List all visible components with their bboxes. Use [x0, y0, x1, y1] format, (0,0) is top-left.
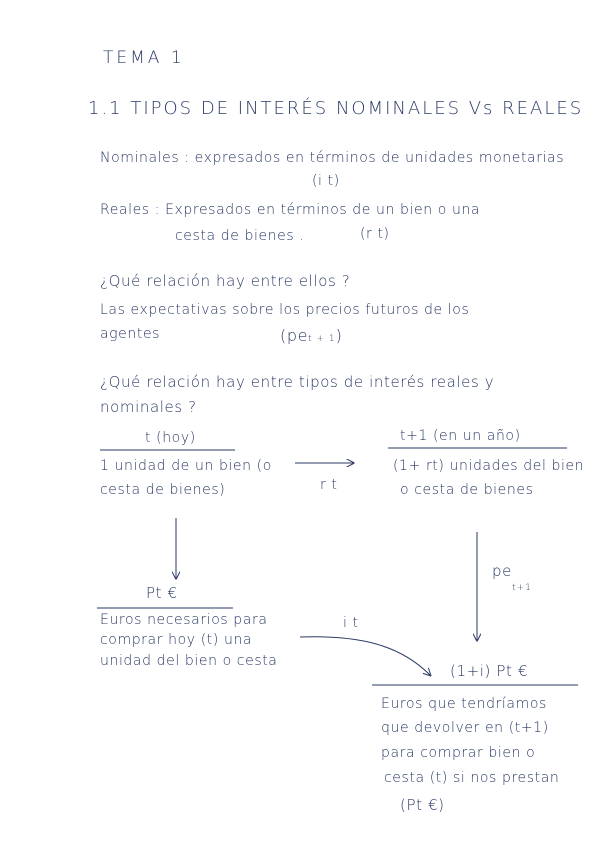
reales-definition: Reales : Expresados en términos de un bien o una [100, 202, 481, 218]
question-1-answer: Las expectativas sobre los precios futuros de los [100, 302, 470, 318]
arrow-label-rt: r t [320, 477, 338, 493]
price-left: Pt € [146, 584, 178, 602]
reales-symbol: (r t) [360, 226, 390, 242]
left-euros-line2: comprar hoy (t) una [100, 632, 253, 648]
pe-expectation [280, 326, 342, 345]
arrow-it [300, 637, 430, 675]
left-euros-line1: Euros necesarios para [100, 612, 268, 628]
right-euros-line5: (Pt €) [400, 796, 445, 814]
pe-right-subscript: t+1 [512, 583, 532, 593]
left-box-line1: 1 unidad de un bien (o [100, 458, 272, 474]
nominales-definition: Nominales : expresados en términos de unidades monetarias [100, 150, 565, 166]
right-euros-line2: que devolver en (t+1) [381, 720, 549, 736]
reales-definition-cont: cesta de bienes . [175, 228, 305, 244]
right-euros-line3: para comprar bien o [381, 745, 536, 761]
right-box-line2: o cesta de bienes [400, 482, 534, 498]
right-box-line1: (1+ rt) unidades del bien [393, 458, 585, 474]
left-box-header: t (hoy) [145, 430, 196, 446]
arrow-label-it: i t [343, 615, 359, 631]
section-heading: 1.1 TIPOS DE INTERÉS NOMINALES Vs REALES [88, 98, 584, 119]
nominales-symbol: (i t) [312, 173, 340, 189]
question-1-answer-cont: agentes [100, 326, 161, 342]
right-price: (1+i) Pt € [450, 662, 528, 680]
left-box-line2: cesta de bienes) [100, 482, 226, 498]
right-euros-line1: Euros que tendríamos [381, 696, 547, 712]
right-euros-line4: cesta (t) si nos prestan [384, 770, 560, 786]
pe-right-label: pe [492, 562, 512, 580]
question-2-cont: nominales ? [100, 398, 197, 416]
question-1: ¿Qué relación hay entre ellos ? [100, 272, 351, 290]
pe-subscript: t + 1 [308, 334, 336, 344]
right-box-header: t+1 (en un año) [400, 428, 521, 444]
left-euros-line3: unidad del bien o cesta [100, 653, 278, 669]
question-2: ¿Qué relación hay entre tipos de interés reales y [100, 373, 495, 391]
pe-close: ) [335, 326, 343, 345]
tema-title: TEMA 1 [103, 48, 185, 68]
pe-symbol: (pe [280, 326, 309, 345]
